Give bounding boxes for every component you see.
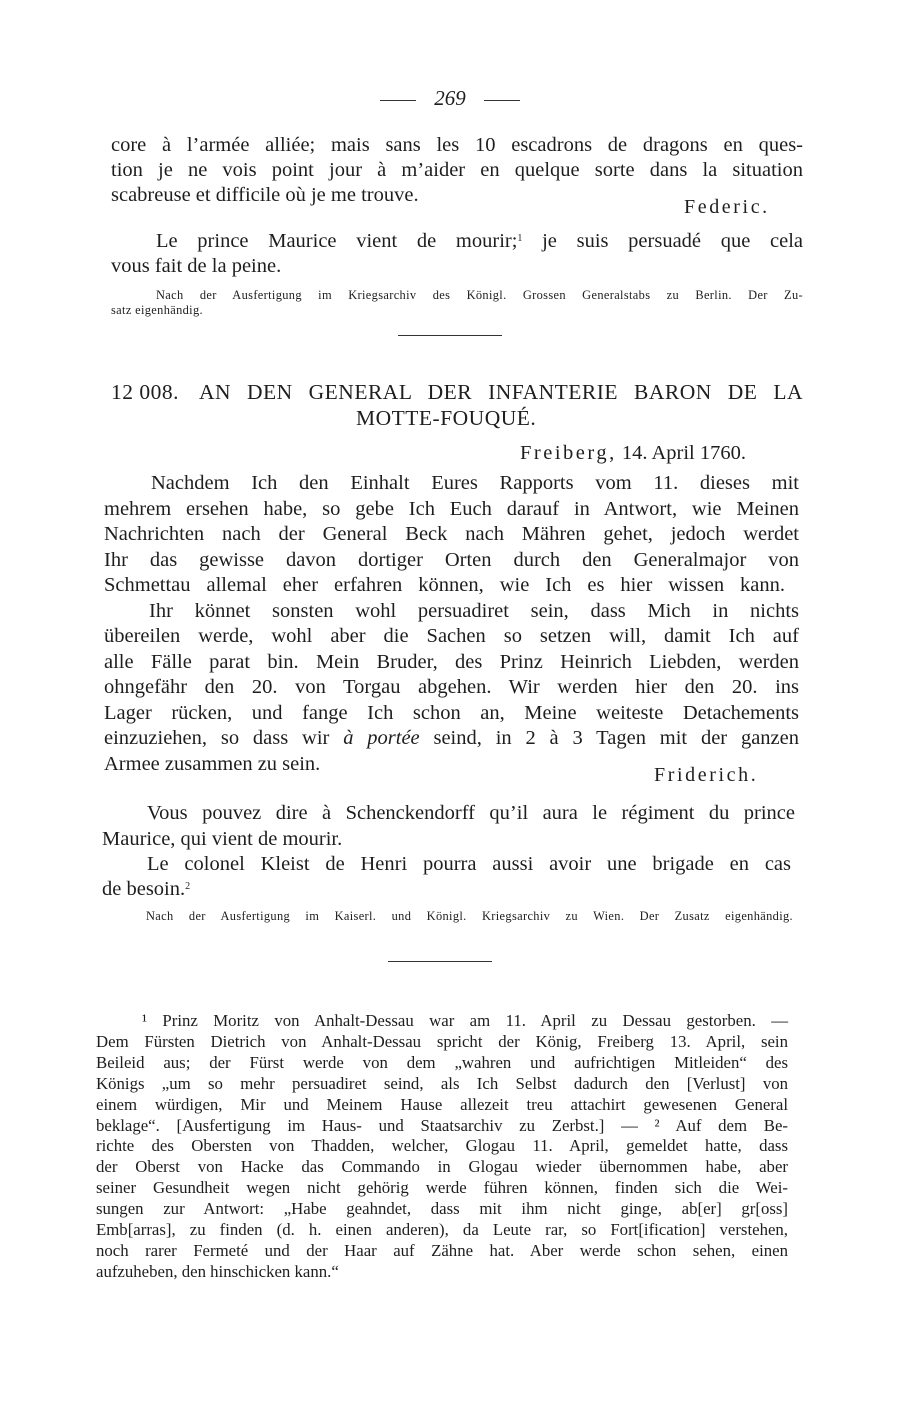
letter-body-line: mehrem ersehen habe, so gebe Ich Euch darauf in Antwort, wie Meinen [104, 498, 799, 520]
letter-body-line: Nachdem Ich den Einhalt Eures Rapports vom 11. dieses mit [151, 472, 799, 494]
source-note-line: satz eigenhändig. [111, 303, 203, 317]
footnote-line: Beileid aus; der Fürst werde von dem „wahren und aufrichtigen Mitleiden“ des [96, 1052, 788, 1072]
letter-body-line: übereilen werde, wohl aber die Sachen so setzen will, damit Ich auf [104, 625, 799, 647]
footnote-line: noch rarer Fermeté und der Haar auf Zähne hat. Aber werde schon sehen, einen [96, 1240, 788, 1260]
footnote-line: einem würdigen, Mir und Meinem Hause allezeit treu attachirt gewesenen General [96, 1094, 788, 1114]
footnote-line: sungen zur Antwort: „Habe geahndet, dass mit ihm nicht ginge, ab[er] gr[oss] [96, 1199, 788, 1219]
signature: Friderich. [654, 764, 759, 786]
letter-body-line: Schmettau allemal eher erfahren können, wie Ich es hier wissen kann. [104, 574, 785, 596]
letter-body-line: ohngefähr den 20. von Torgau abgehen. Wir werden hier den 20. ins [104, 676, 799, 698]
postscript-line: vous fait de la peine. [111, 255, 282, 277]
footnote-line: beklage“. [Ausfertigung im Haus- und Staatsarchiv zu Zerbst.] — ² Auf dem Be- [96, 1115, 788, 1135]
letter-text-line: scabreuse et difficile où je me trouve. [111, 184, 419, 206]
footnote-line: der Oberst von Hacke das Commando in Glogau wieder übernommen habe, aber [96, 1157, 788, 1177]
footnote-line: ¹ Prinz Moritz von Anhalt-Dessau war am 11. April zu Dessau gestorben. — [142, 1011, 788, 1030]
letter-body-line: Armee zusammen zu sein. [104, 753, 321, 775]
letter-body-line: Ihr das gewisse davon dortiger Orten durch den Generalmajor von [104, 549, 799, 571]
letter-body-line: Ihr könnet sonsten wohl persuadiret sein, dass Mich in nichts [149, 600, 799, 622]
letter-heading: MOTTE-FOUQUÉ. [356, 406, 537, 430]
footnote-line: seiner Gesundheit wegen nicht gehörig werde führen können, finden sich die Wei- [96, 1178, 788, 1198]
page-number-dash-left [380, 100, 416, 101]
letter-body-line: Lager rücken, und fange Ich schon an, Meine weiteste Detachements [104, 702, 799, 724]
footnote-line: aufzuheben, den hinschicken kann.“ [96, 1261, 339, 1281]
letter-body-line: einzuziehen, so dass wir à portée seind, in 2 à 3 Tagen mit der ganzen [104, 727, 800, 749]
footnote-line: richte des Obersten von Thadden, welcher, Glogau 11. April, gemeldet hatte, dass [96, 1136, 788, 1156]
footnote-line: Dem Fürsten Dietrich von Anhalt-Dessau spricht der König, Freiberg 13. April, sein [96, 1031, 788, 1051]
letter-text-line: tion je ne vois point jour à m’aider en quelque sorte dans la situation [111, 159, 803, 181]
section-divider [388, 961, 492, 962]
postscript-line: Le prince Maurice vient de mourir;$^1$ je suis persuadé que cela [156, 230, 804, 252]
postscript-line: de besoin.$^2$ [102, 878, 191, 900]
page-number: 269 [0, 86, 900, 111]
letter-body-line: Nachrichten nach der General Beck nach Mähren gehet, jedoch werdet [104, 523, 799, 545]
letter-body-line: alle Fälle parat bin. Mein Bruder, des Prinz Heinrich Liebden, werden [104, 651, 799, 673]
italic-phrase: à portée [343, 727, 420, 749]
footnote-line: Königs „um so mehr persuadiret seind, als Ich Selbst dadurch den [Verlust] von [96, 1073, 788, 1093]
postscript-line: Maurice, qui vient de mourir. [102, 828, 343, 850]
letter-heading: AN DEN GENERAL DER INFANTERIE BARON DE LA [199, 380, 803, 404]
letter-text-line: core à l’armée alliée; mais sans les 10 escadrons de dragons en ques- [111, 134, 803, 156]
footnote-line: Emb[arras], zu finden (d. h. einen anderen), da Leute rar, so Fort[ification] verstehen, [96, 1220, 788, 1240]
postscript-line: Le colonel Kleist de Henri pourra aussi avoir une brigade en cas [147, 853, 791, 875]
footnote-marker: 2 [185, 881, 191, 892]
page-number-dash-right [484, 100, 520, 101]
section-divider [398, 335, 502, 336]
letter-number: 12 008. [111, 380, 179, 404]
source-note: Nach der Ausfertigung im Kaiserl. und Königl. Kriegsarchiv zu Wien. Der Zusatz eigenhändig. [146, 909, 793, 923]
source-note-line: Nach der Ausfertigung im Kriegsarchiv des Königl. Grossen Generalstabs zu Berlin. Der Zu- [156, 288, 803, 302]
signature: Federic. [684, 196, 770, 218]
footnotes [96, 1011, 788, 1283]
postscript-line: Vous pouvez dire à Schenckendorff qu’il aura le régiment du prince [147, 802, 795, 824]
letter-dateline: Freiberg, 14. April 1760. [520, 442, 746, 464]
footnote-marker: 1 [517, 233, 523, 244]
